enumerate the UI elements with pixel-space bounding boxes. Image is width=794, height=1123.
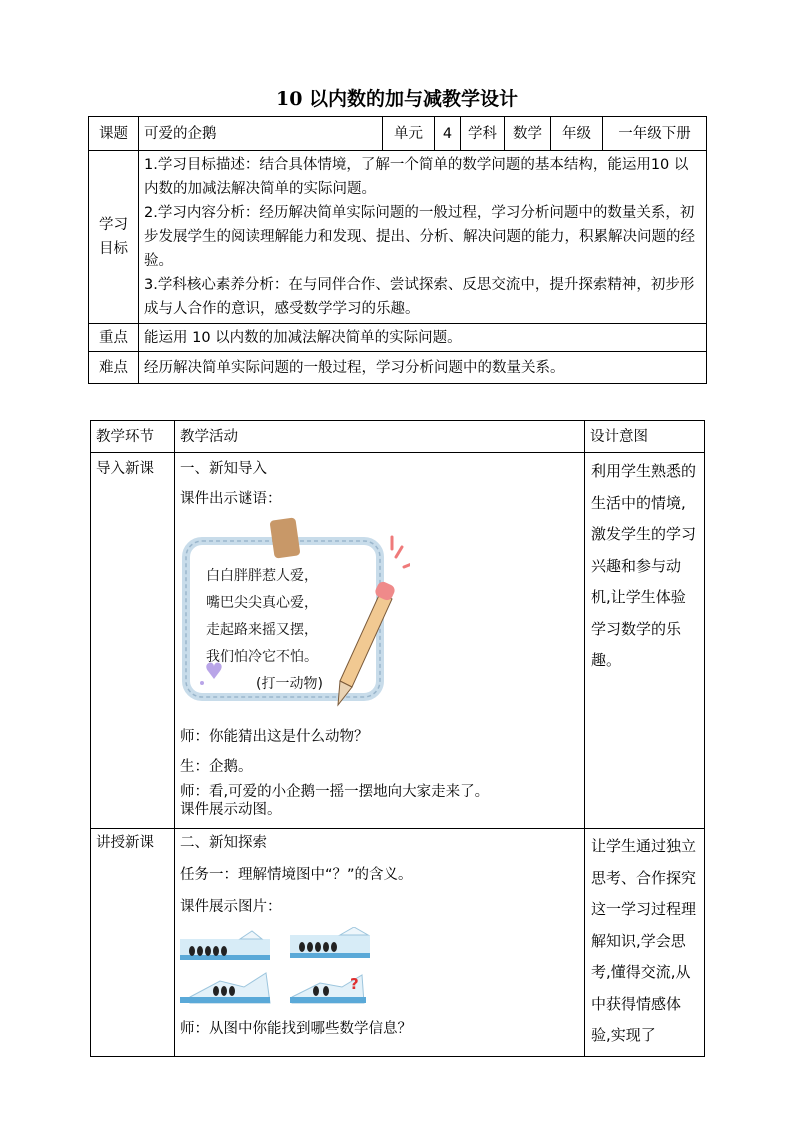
dialog-3: 师：看,可爱的小企鹅一摇一摆地向大家走来了。 [180, 784, 490, 800]
penguin-scene-graphic [180, 927, 400, 1011]
page-title: 10 以内数的加与减教学设计 [275, 88, 519, 110]
riddle-line-3: 走起路来摇又摆， [206, 622, 318, 638]
subject-label: 学科 [461, 117, 505, 151]
teaching-process-table [90, 420, 705, 1057]
new-intro: 课件展示图片： [180, 899, 282, 915]
activity-intro [175, 453, 585, 829]
header-activity: 教学活动 [175, 421, 585, 453]
goals-content [139, 151, 707, 324]
riddle-line-1: 白白胖胖惹人爱， [206, 568, 318, 584]
lesson-info-table [88, 116, 707, 384]
grade-value: 一年级下册 [603, 117, 707, 151]
topic-value: 可爱的企鹅 [139, 117, 383, 151]
dialog-1: 师：你能猜出这是什么动物？ [180, 729, 369, 745]
topic-label: 课题 [89, 117, 139, 151]
header-stage: 教学环节 [91, 421, 175, 453]
intro-heading: 一、新知导入 [180, 461, 267, 477]
intent-new: 让学生通过独立思考、合作探究这一学习过程理解知识,学会思考,懂得交流,从中获得情感体验,实现了 [585, 829, 705, 1057]
dialog-2: 生：企鹅。 [180, 759, 253, 775]
task-1: 任务一：理解情境图中“？”的含义。 [180, 867, 413, 883]
intent-intro: 利用学生熟悉的生活中的情境,激发学生的学习兴趣和参与动机,让学生体验学习数学的乐趣。 [585, 453, 705, 829]
intro-text: 课件出示谜语： [180, 491, 282, 507]
goals-label [89, 151, 139, 324]
unit-label: 单元 [383, 117, 435, 151]
riddle-text [206, 563, 323, 698]
stage-intro: 导入新课 [91, 453, 175, 829]
new-dialog-1: 师：从图中你能找到哪些数学信息？ [180, 1021, 412, 1037]
riddle-hint: (打一动物) [256, 676, 323, 692]
stage-new: 讲授新课 [91, 829, 175, 1057]
new-heading: 二、新知探索 [180, 835, 267, 851]
difficulty-value: 经历解决简单实际问题的一般过程，学习分析问题中的数量关系。 [139, 352, 707, 384]
goals-label-text: 学习目标 [99, 217, 128, 257]
header-intent: 设计意图 [585, 421, 705, 453]
key-label: 重点 [89, 324, 139, 352]
difficulty-label: 难点 [89, 352, 139, 384]
unit-value: 4 [435, 117, 461, 151]
riddle-line-4: 我们怕冷它不怕。 [206, 649, 318, 665]
activity-new [175, 829, 585, 1057]
goal-1: 1.学习目标描述：结合具体情境，了解一个简单的数学问题的基本结构，能运用10 以内数的加减法解决简单的实际问题。 [144, 157, 689, 197]
goal-2: 2.学习内容分析：经历解决简单实际问题的一般过程，学习分析问题中的数量关系，初步发展学生的阅读理解能力和发现、提出、分析、解决问题的能力，积累解决问题的经验。 [144, 205, 695, 269]
dialog-4: 课件展示动图。 [180, 802, 282, 818]
key-value: 能运用 10 以内数的加减法解决简单的实际问题。 [139, 324, 707, 352]
question-mark-label: ? [350, 975, 359, 993]
goal-3: 3.学科核心素养分析：在与同伴合作、尝试探索、反思交流中，提升探索精神，初步形成与人合作的意识，感受数学学习的乐趣。 [144, 277, 695, 317]
subject-value: 数学 [505, 117, 551, 151]
grade-label: 年级 [551, 117, 603, 151]
riddle-line-2: 嘴巴尖尖真心爱， [206, 595, 318, 611]
penguin-scenes [180, 927, 400, 1011]
riddle-card [180, 517, 410, 717]
